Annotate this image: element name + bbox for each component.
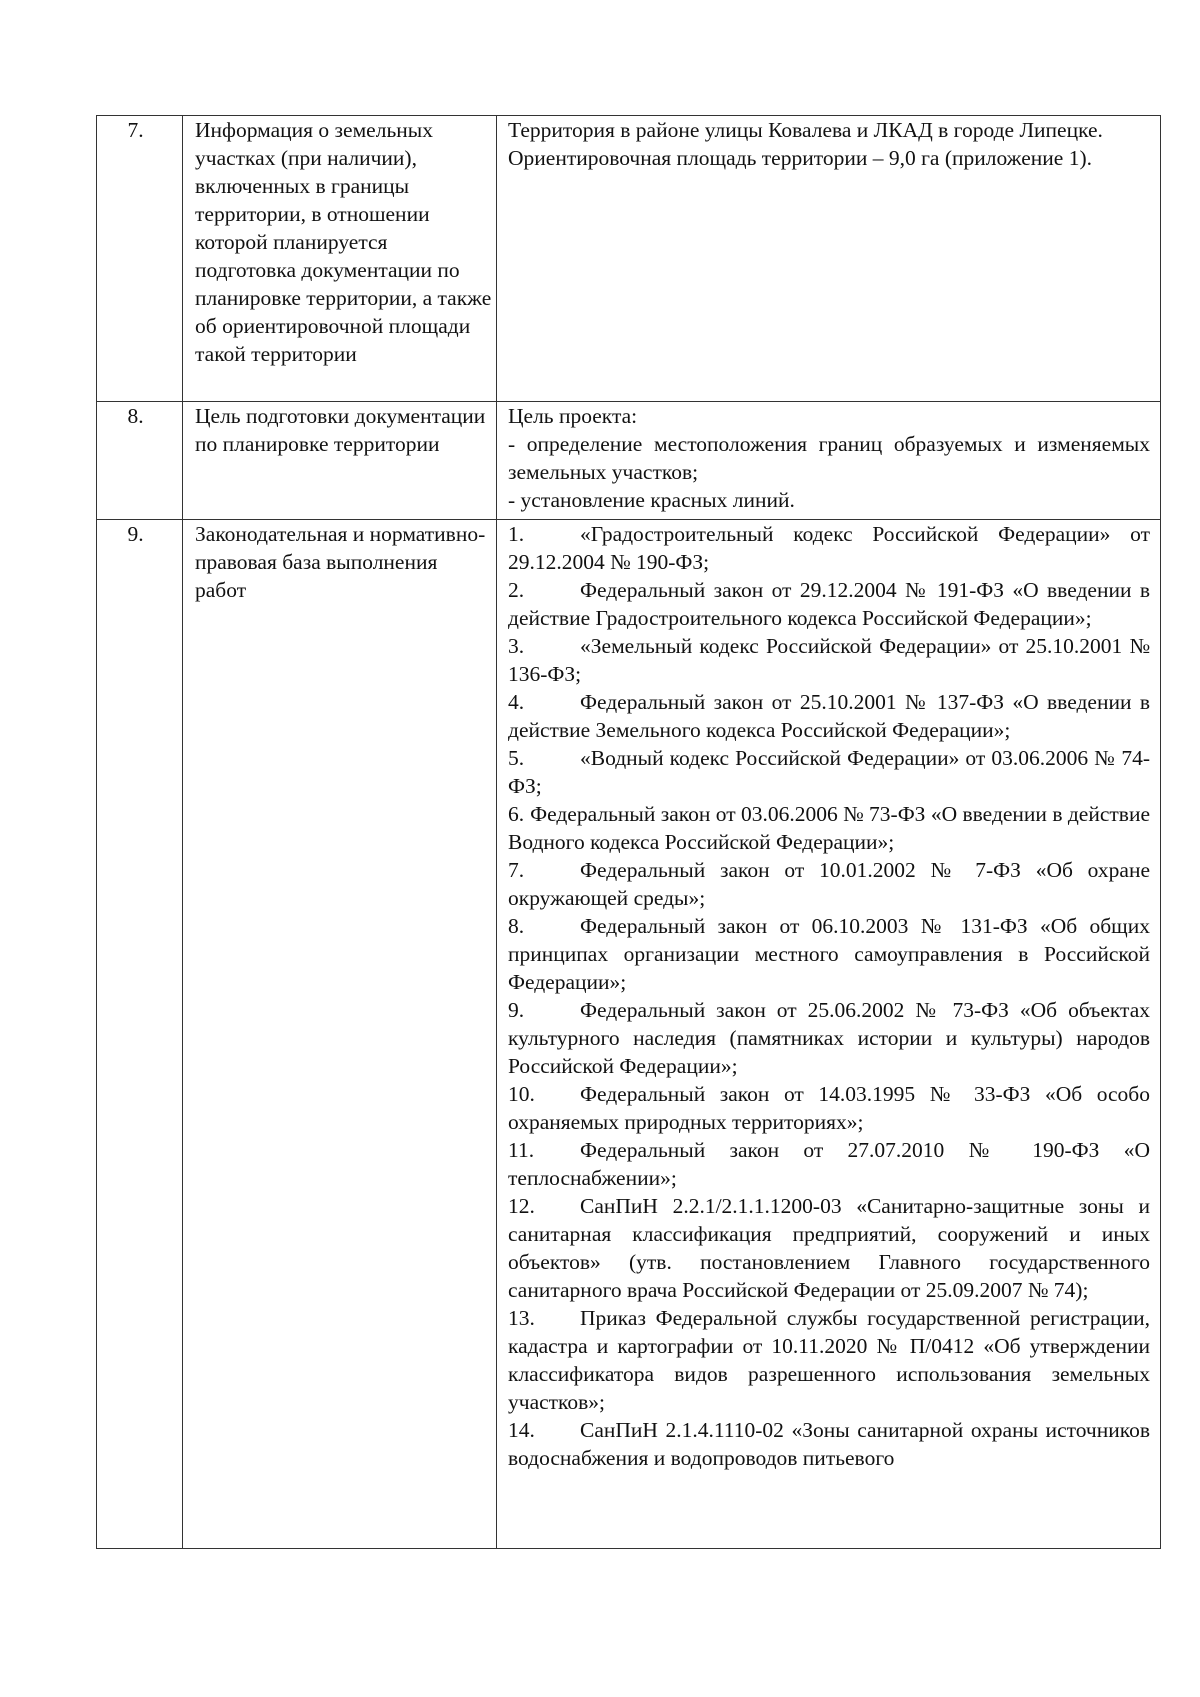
table-row bbox=[97, 520, 1161, 1549]
content-paragraph: - определение местоположения границ образуемых и изменяемых земельных участков; bbox=[508, 432, 1150, 484]
legal-act-item bbox=[508, 912, 1150, 996]
legal-act-text: Приказ Федеральной службы государственной регистрации, кадастра и картографии от 10.11.2020 № П/0412 «Об утверждении классификатора видов разрешенного использования земельных участков»; bbox=[508, 1306, 1150, 1414]
legal-act-item bbox=[508, 688, 1150, 744]
content-paragraph: Территория в районе улицы Ковалева и ЛКАД в городе Липецке. bbox=[508, 118, 1103, 142]
legal-act-number: 9. bbox=[508, 998, 525, 1022]
legal-act-text: Федеральный закон от 29.12.2004 № 191-ФЗ «О введении в действие Градостроительного кодекса Российской Федерации»; bbox=[508, 578, 1150, 630]
legal-act-number: 1. bbox=[508, 522, 525, 546]
legal-act-item bbox=[508, 632, 1150, 688]
legal-act-number: 13. bbox=[508, 1306, 535, 1330]
row-title: Цель подготовки документации по планировке территории bbox=[183, 402, 497, 520]
legal-act-text: Федеральный закон от 03.06.2006 № 73-ФЗ «О введении в действие Водного кодекса Российской Федерации»; bbox=[508, 802, 1150, 854]
legal-act-text: Федеральный закон от 06.10.2003 № 131-ФЗ «Об общих принципах организации местного самоуправления в Российской Федерации»; bbox=[508, 914, 1150, 994]
row-number: 8. bbox=[97, 402, 183, 520]
table-row bbox=[97, 116, 1161, 402]
legal-act-number: 3. bbox=[508, 634, 525, 658]
table-row bbox=[97, 402, 1161, 520]
legal-act-number: 12. bbox=[508, 1194, 535, 1218]
legal-act-text: СанПиН 2.1.4.1110-02 «Зоны санитарной охраны источников водоснабжения и водопроводов питьевого bbox=[508, 1418, 1150, 1470]
legal-act-number: 10. bbox=[508, 1082, 535, 1106]
legal-act-number: 6. bbox=[508, 802, 525, 826]
legal-act-number: 5. bbox=[508, 746, 525, 770]
legal-act-text: Федеральный закон от 25.06.2002 № 73-ФЗ «Об объектах культурного наследия (памятниках истории и культуры) народов Российской Федерации»; bbox=[508, 998, 1150, 1078]
legal-act-item bbox=[508, 1416, 1150, 1472]
content-paragraph: Цель проекта: bbox=[508, 404, 638, 428]
row-content bbox=[497, 116, 1161, 402]
legal-act-number: 2. bbox=[508, 578, 525, 602]
legal-act-item bbox=[508, 1192, 1150, 1304]
row-number: 7. bbox=[97, 116, 183, 402]
legal-act-text: Федеральный закон от 25.10.2001 № 137-ФЗ «О введении в действие Земельного кодекса Российской Федерации»; bbox=[508, 690, 1150, 742]
content-paragraph: - установление красных линий. bbox=[508, 488, 795, 512]
legal-act-text: Федеральный закон от 27.07.2010 № 190-ФЗ «О теплоснабжении»; bbox=[508, 1138, 1150, 1190]
legal-act-number: 14. bbox=[508, 1418, 535, 1442]
legal-act-item bbox=[508, 1304, 1150, 1416]
legal-act-text: Федеральный закон от 14.03.1995 № 33-ФЗ «Об особо охраняемых природных территориях»; bbox=[508, 1082, 1150, 1134]
row-title: Законодательная и нормативно-правовая база выполнения работ bbox=[183, 520, 497, 1549]
legal-act-item bbox=[508, 856, 1150, 912]
legal-act-text: «Градостроительный кодекс Российской Федерации» от 29.12.2004 № 190-ФЗ; bbox=[508, 522, 1150, 574]
legal-act-item bbox=[508, 1136, 1150, 1192]
legal-act-number: 11. bbox=[508, 1138, 535, 1162]
legal-act-item bbox=[508, 800, 1150, 856]
legal-act-text: «Земельный кодекс Российской Федерации» от 25.10.2001 № 136-ФЗ; bbox=[508, 634, 1150, 686]
legal-act-item bbox=[508, 520, 1150, 576]
requirements-table bbox=[96, 115, 1161, 1549]
legal-act-item bbox=[508, 744, 1150, 800]
legal-act-text: СанПиН 2.2.1/2.1.1.1200-03 «Санитарно-защитные зоны и санитарная классификация предприятий, сооружений и иных объектов» (утв. постановлением Главного государственного санитарного врача Российской Федерации от 25.09.2007 № 74); bbox=[508, 1194, 1150, 1302]
legal-act-text: Федеральный закон от 10.01.2002 № 7-ФЗ «Об охране окружающей среды»; bbox=[508, 858, 1150, 910]
legal-act-number: 8. bbox=[508, 914, 525, 938]
legal-act-item bbox=[508, 576, 1150, 632]
legal-act-number: 4. bbox=[508, 690, 525, 714]
row-content bbox=[497, 520, 1161, 1549]
legal-act-text: «Водный кодекс Российской Федерации» от 03.06.2006 № 74-ФЗ; bbox=[508, 746, 1150, 798]
legal-act-item bbox=[508, 996, 1150, 1080]
legal-act-item bbox=[508, 1080, 1150, 1136]
row-number: 9. bbox=[97, 520, 183, 1549]
row-title: Информация о земельных участках (при наличии), включенных в границы территории, в отношении которой планируется подготовка документации по планировке территории, а также об ориентировочной площади такой территории bbox=[183, 116, 497, 402]
legal-act-number: 7. bbox=[508, 858, 525, 882]
row-content bbox=[497, 402, 1161, 520]
content-paragraph: Ориентировочная площадь территории – 9,0 га (приложение 1). bbox=[508, 146, 1093, 170]
